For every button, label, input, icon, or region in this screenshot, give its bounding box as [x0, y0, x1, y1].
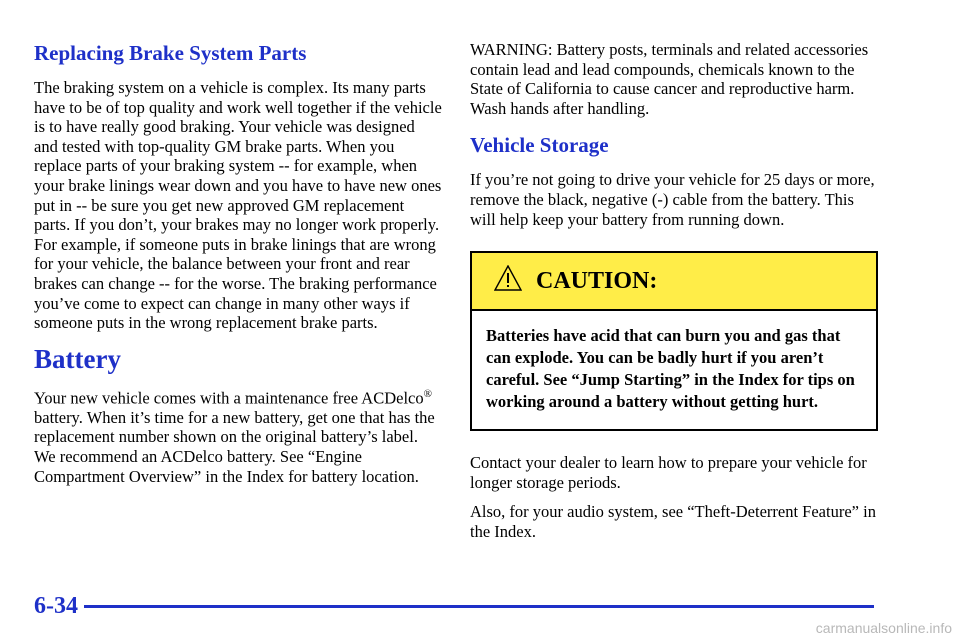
caution-header	[472, 253, 876, 311]
caution-title: CAUTION:	[536, 268, 658, 295]
battery-text-start: Your new vehicle comes with a maintenance free ACDelco	[34, 388, 424, 408]
page-number: 6-34	[34, 593, 78, 619]
watermark: carmanualsonline.info	[815, 620, 952, 636]
brake-parts-paragraph: The braking system on a vehicle is complex. Its many parts have to be of top quality and work well together if the vehicle is to have really good braking. Your vehicle was designed and tested with top-quality GM brake parts. When you replace parts of your braking system -- for example, when your brake linings wear down and you have to have new ones put in -- be sure you get new approved GM replacement parts. If you don’t, your brakes may no longer work properly. For example, if someone puts in brake linings that are wrong for your vehicle, the balance between your front and rear brakes can change -- for the worse. The braking performance you’ve come to expect can change in many other ways if someone puts in the wrong replacement brake parts.	[34, 78, 442, 333]
footer-divider	[84, 605, 874, 608]
registered-mark: ®	[423, 387, 432, 400]
caution-box	[470, 251, 878, 431]
storage-paragraph: If you’re not going to drive your vehicle for 25 days or more, remove the black, negative (-) cable from the battery. This will help keep your battery from running down.	[470, 170, 875, 229]
audio-paragraph: Also, for your audio system, see “Theft-Deterrent Feature” in the Index.	[470, 502, 876, 541]
right-column	[470, 40, 880, 542]
replacing-brake-parts-heading: Replacing Brake System Parts	[34, 41, 307, 65]
left-column	[34, 40, 442, 486]
battery-text-end: battery. When it’s time for a new battery, get one that has the replacement number shown on the original battery’s label. We recommend an ACDelco battery. See “Engine Compartment Overview” in the Index for battery location.	[34, 407, 435, 486]
dealer-paragraph: Contact your dealer to learn how to prepare your vehicle for longer storage periods.	[470, 453, 867, 492]
battery-paragraph	[34, 385, 442, 486]
warning-triangle-icon	[494, 265, 522, 291]
warning-paragraph: WARNING: Battery posts, terminals and related accessories contain lead and lead compounds, chemicals known to the State of California to cause cancer and reproductive harm. Wash hands after handling.	[470, 40, 869, 118]
vehicle-storage-heading: Vehicle Storage	[470, 133, 609, 158]
battery-heading: Battery	[34, 343, 121, 374]
caution-body: Batteries have acid that can burn you and gas that can explode. You can be badly hurt if you aren’t careful. See “Jump Starting” in the Index for tips on working around a battery without getting hurt.	[486, 326, 855, 412]
